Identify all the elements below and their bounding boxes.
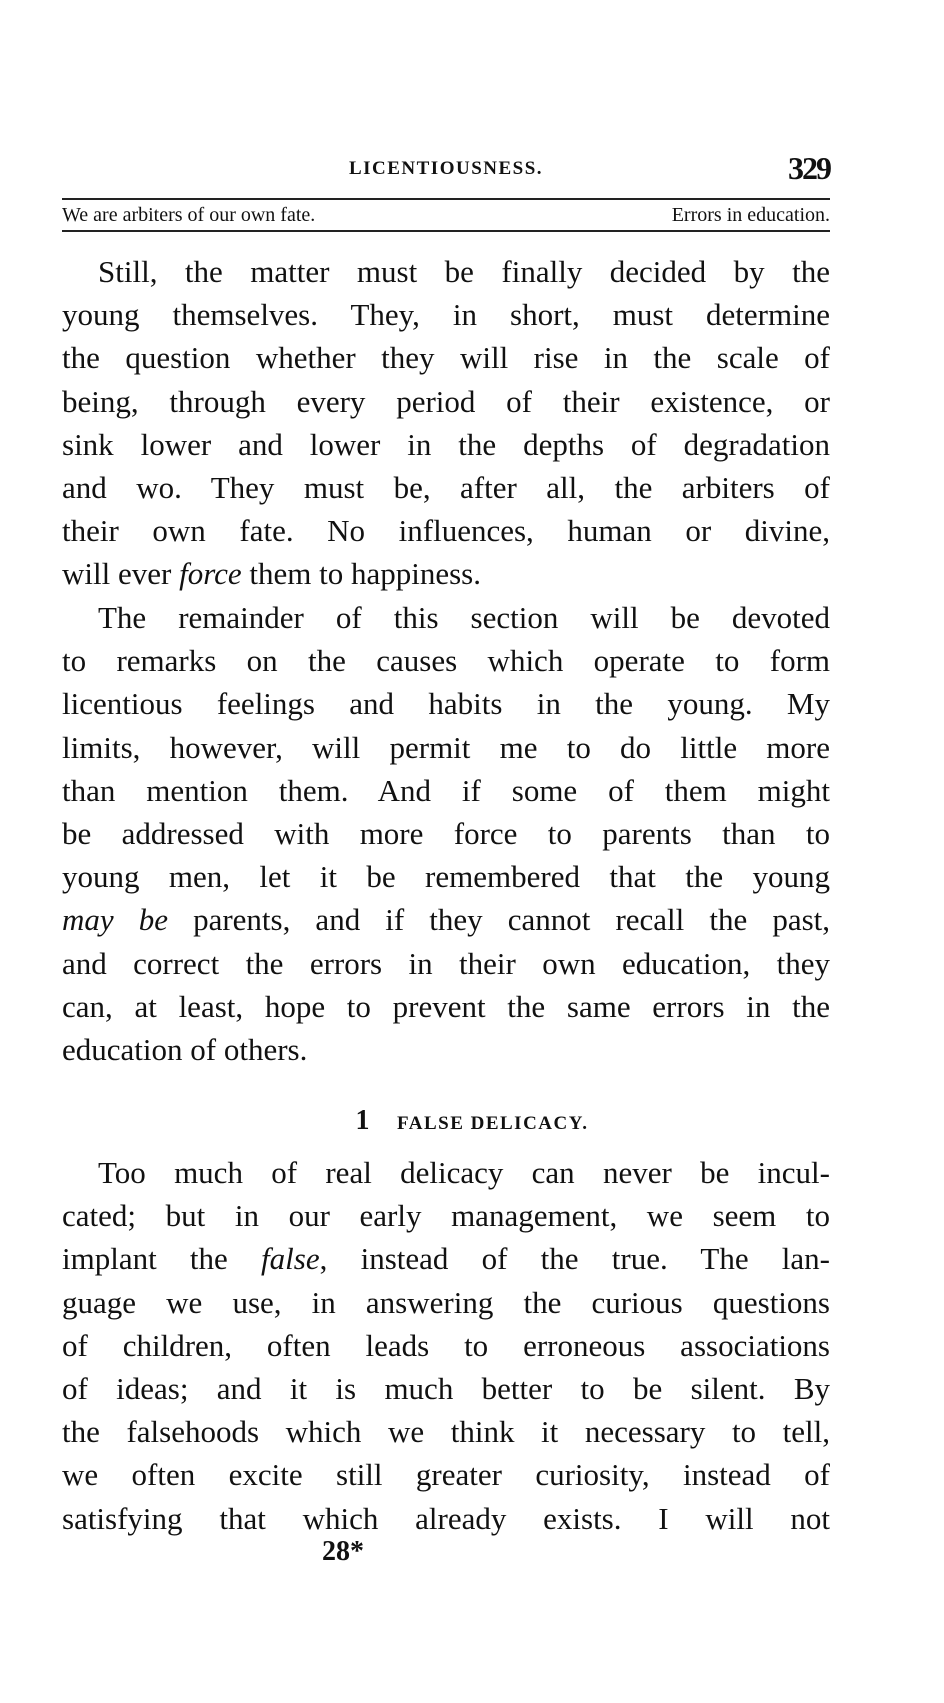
text-line (62, 1453, 830, 1496)
text-segment: can, at least, hope to prevent the same errors in the (62, 988, 830, 1024)
text-line (62, 639, 830, 682)
subheader (62, 204, 830, 227)
text-segment: education of others. (62, 1031, 308, 1067)
text-segment: Still, the matter must be finally decided by the (98, 254, 830, 289)
text-segment: parents, and if they cannot recall the past, (168, 902, 831, 938)
text-segment: be addressed with more force to parents than to (62, 815, 830, 851)
text-segment: Too much of real delicacy can never be incul- (98, 1155, 830, 1190)
paragraph-3 (62, 1151, 830, 1540)
text-segment: limits, however, will permit me to do little more (62, 729, 830, 765)
text-line (62, 855, 830, 898)
signature-mark: 28* (322, 1536, 364, 1567)
text-segment: implant the (62, 1241, 262, 1277)
text-segment: young themselves. They, in short, must determine (62, 297, 830, 333)
text-line (62, 942, 830, 985)
text-segment: satisfying that which already exists. I will not (62, 1500, 830, 1536)
text-segment: of children, often leads to erroneous associations (62, 1327, 830, 1363)
bottom-rule (62, 230, 830, 232)
text-line (62, 985, 830, 1028)
text-segment: cated; but in our early management, we seem to (62, 1198, 830, 1234)
text-segment: being, through every period of their existence, or (62, 383, 830, 419)
chapter-title: LICENTIOUSNESS. (348, 158, 544, 179)
text-line (62, 423, 830, 466)
paragraph-2 (62, 596, 830, 1071)
text-segment: guage we use, in answering the curious questions (62, 1284, 830, 1320)
text-segment: the question whether they will rise in the scale of (62, 340, 830, 376)
text-segment: will ever (62, 556, 180, 592)
text-line (62, 1151, 830, 1194)
text-line (62, 812, 830, 855)
italic-text: may be (62, 902, 168, 938)
text-line (62, 466, 830, 509)
text-line (62, 726, 830, 769)
text-segment: them to happiness. (241, 556, 481, 592)
running-head (62, 150, 830, 190)
section-title: FALSE DELICACY. (397, 1113, 589, 1134)
text-line (62, 250, 830, 293)
text-segment: and correct the errors in their own education, they (62, 945, 830, 981)
text-line (62, 1497, 830, 1540)
text-line (62, 336, 830, 379)
text-line (62, 682, 830, 725)
text-line (62, 293, 830, 336)
text-line (62, 1410, 830, 1453)
text-line (62, 1367, 830, 1410)
top-rule (62, 198, 830, 200)
text-line (62, 380, 830, 423)
text-line (62, 1194, 830, 1237)
section-number: 1 (355, 1105, 372, 1136)
text-segment: sink lower and lower in the depths of degradation (62, 426, 830, 462)
text-segment: to remarks on the causes which operate to form (62, 643, 830, 679)
text-segment: their own fate. No influences, human or divine, (62, 513, 830, 549)
text-segment: The remainder of this section will be devoted (98, 600, 830, 635)
text-line (62, 509, 830, 552)
text-line (62, 1237, 830, 1280)
text-line (62, 596, 830, 639)
paragraph-1 (62, 250, 830, 596)
text-line (62, 898, 830, 941)
text-segment: young men, let it be remembered that the young (62, 859, 830, 895)
text-segment: , instead of the true. The lan- (319, 1241, 830, 1277)
text-line (62, 1281, 830, 1324)
section-heading (0, 1105, 944, 1137)
text-line (62, 552, 830, 595)
page-number: 329 (788, 150, 830, 186)
text-line (62, 769, 830, 812)
subheader-right: Errors in education. (671, 204, 830, 226)
text-line (62, 1028, 830, 1071)
text-segment: of ideas; and it is much better to be silent. By (62, 1370, 830, 1406)
text-segment: and wo. They must be, after all, the arbiters of (62, 469, 830, 505)
text-line (62, 1324, 830, 1367)
text-segment: than mention them. And if some of them might (62, 772, 830, 808)
text-segment: licentious feelings and habits in the young. My (62, 686, 830, 722)
subheader-left: We are arbiters of our own fate. (62, 204, 316, 226)
text-segment: the falsehoods which we think it necessary to tell, (62, 1414, 830, 1450)
italic-text: force (179, 556, 242, 592)
text-segment: we often excite still greater curiosity, instead of (62, 1457, 830, 1493)
italic-text: false (261, 1241, 320, 1277)
